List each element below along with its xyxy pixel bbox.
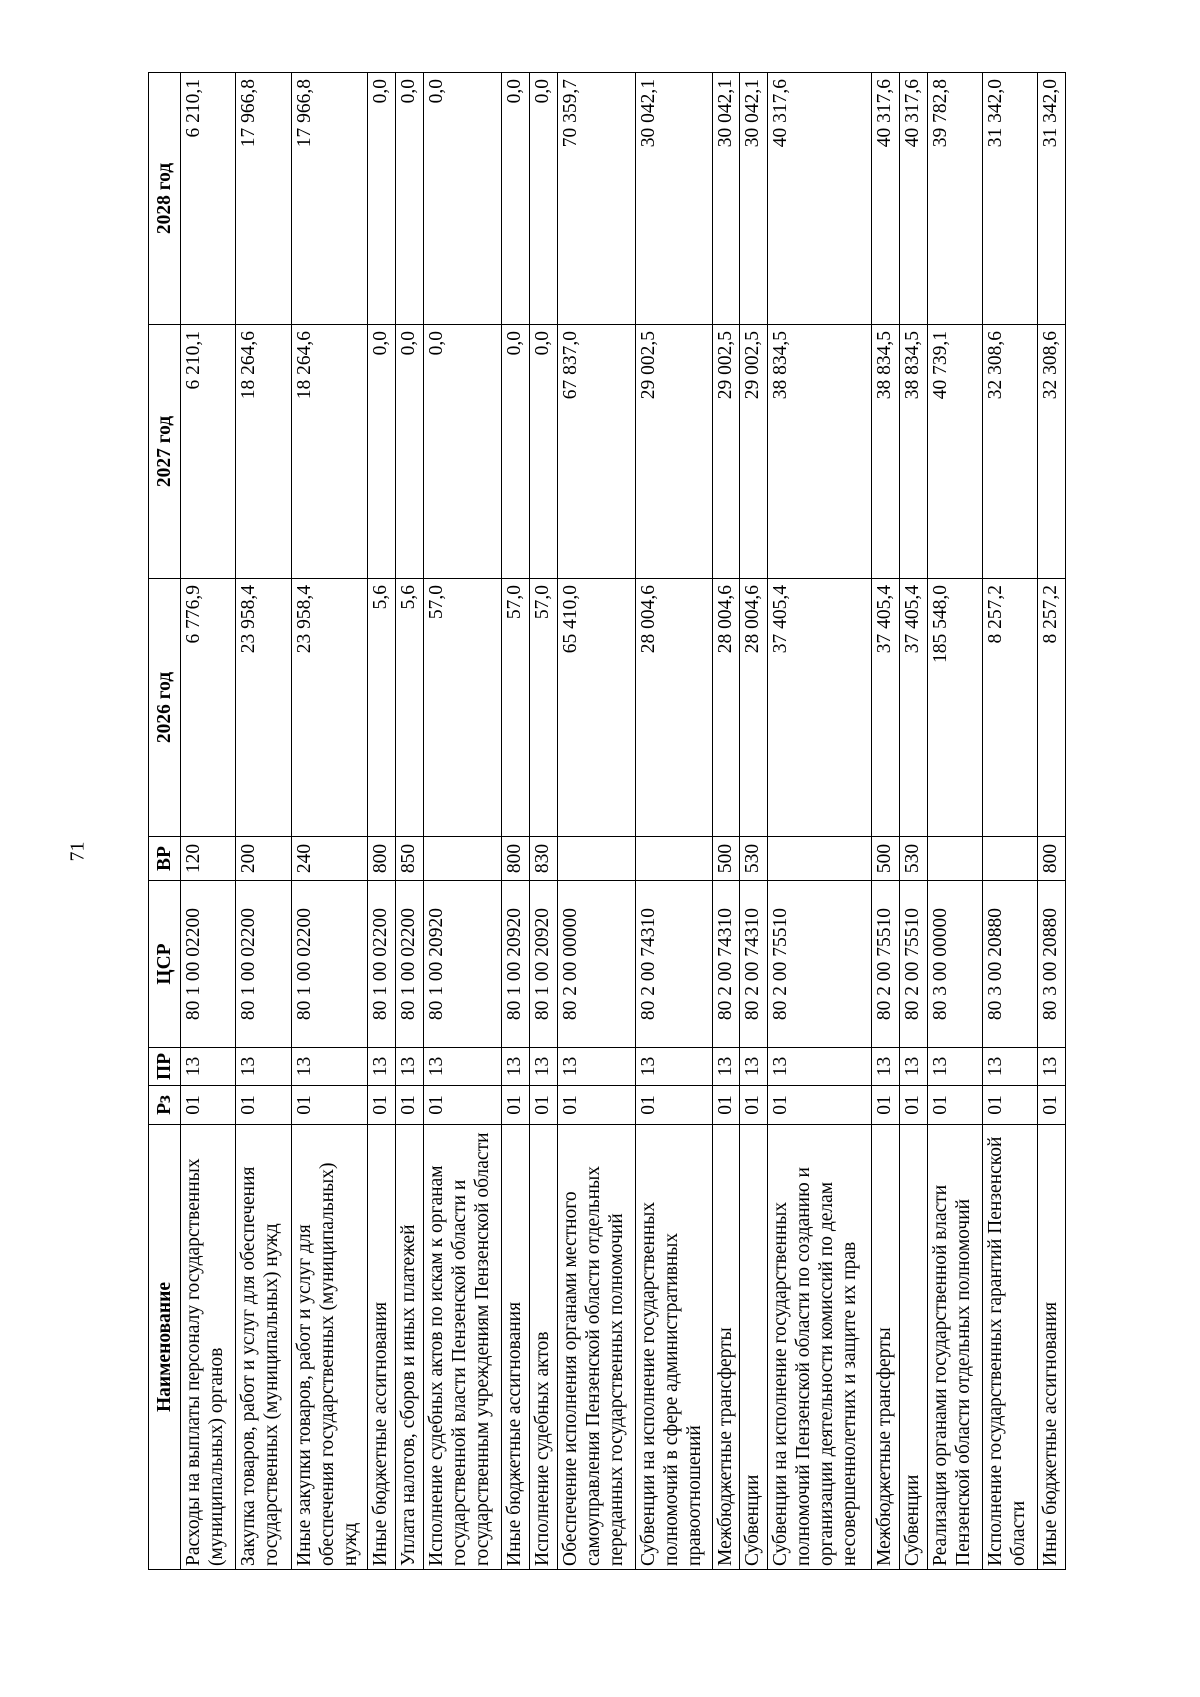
cell-2026: 5,6 [368, 579, 396, 837]
cell-rz: 01 [502, 1086, 530, 1125]
table-row [872, 73, 900, 1570]
cell-rz: 01 [740, 1086, 768, 1125]
cell-pr: 13 [900, 1048, 928, 1086]
cell-2026: 57,0 [529, 579, 557, 837]
table-row [1038, 73, 1066, 1570]
cell-rz: 01 [181, 1086, 236, 1125]
cell-rz: 01 [982, 1086, 1037, 1125]
cell-name: Иные бюджетные ассигнования [1038, 1125, 1066, 1570]
cell-rz: 01 [395, 1086, 423, 1125]
cell-vr: 500 [872, 837, 900, 881]
cell-2027: 18 264,6 [291, 325, 368, 579]
cell-csr: 80 3 00 00000 [927, 881, 982, 1048]
cell-name: Межбюджетные трансферты [712, 1125, 740, 1570]
cell-vr: 240 [291, 837, 368, 881]
cell-2027: 18 264,6 [236, 325, 291, 579]
cell-name: Расходы на выплаты персоналу государственных (муниципальных) органов [181, 1125, 236, 1570]
table-row [768, 73, 872, 1570]
cell-vr [768, 837, 872, 881]
cell-rz: 01 [712, 1086, 740, 1125]
cell-2028: 40 317,6 [872, 73, 900, 325]
cell-2026: 57,0 [423, 579, 502, 837]
cell-2028: 39 782,8 [927, 73, 982, 325]
table-row [423, 73, 502, 1570]
cell-vr: 800 [368, 837, 396, 881]
cell-rz: 01 [636, 1086, 713, 1125]
cell-2027: 29 002,5 [636, 325, 713, 579]
table-row [395, 73, 423, 1570]
cell-2026: 28 004,6 [740, 579, 768, 837]
cell-pr: 13 [740, 1048, 768, 1086]
cell-csr: 80 2 00 00000 [557, 881, 636, 1048]
cell-2027: 0,0 [368, 325, 396, 579]
cell-name: Закупка товаров, работ и услуг для обеспечения государственных (муниципальных) нужд [236, 1125, 291, 1570]
cell-2028: 6 210,1 [181, 73, 236, 325]
cell-csr: 80 2 00 75510 [900, 881, 928, 1048]
cell-2026: 37 405,4 [872, 579, 900, 837]
cell-2026: 65 410,0 [557, 579, 636, 837]
cell-2027: 32 308,6 [1038, 325, 1066, 579]
cell-vr [423, 837, 502, 881]
cell-rz: 01 [423, 1086, 502, 1125]
table-row [712, 73, 740, 1570]
cell-csr: 80 2 00 74310 [712, 881, 740, 1048]
cell-rz: 01 [557, 1086, 636, 1125]
cell-pr: 13 [768, 1048, 872, 1086]
cell-2026: 23 958,4 [236, 579, 291, 837]
cell-csr: 80 1 00 20920 [423, 881, 502, 1048]
cell-pr: 13 [927, 1048, 982, 1086]
cell-vr: 200 [236, 837, 291, 881]
cell-2028: 0,0 [502, 73, 530, 325]
cell-2027: 40 739,1 [927, 325, 982, 579]
cell-csr: 80 1 00 02200 [395, 881, 423, 1048]
cell-vr: 850 [395, 837, 423, 881]
table-row [502, 73, 530, 1570]
cell-csr: 80 3 00 20880 [1038, 881, 1066, 1048]
cell-pr: 13 [712, 1048, 740, 1086]
header-csr: ЦСР [149, 881, 181, 1048]
cell-2028: 40 317,6 [900, 73, 928, 325]
cell-name: Реализация органами государственной власти Пензенской области отдельных полномочий [927, 1125, 982, 1570]
cell-csr: 80 1 00 02200 [181, 881, 236, 1048]
cell-rz: 01 [529, 1086, 557, 1125]
cell-csr: 80 2 00 74310 [636, 881, 713, 1048]
cell-2028: 30 042,1 [712, 73, 740, 325]
header-vr: ВР [149, 837, 181, 881]
cell-2026: 57,0 [502, 579, 530, 837]
cell-name: Субвенции [740, 1125, 768, 1570]
cell-pr: 13 [1038, 1048, 1066, 1086]
cell-2026: 28 004,6 [636, 579, 713, 837]
cell-2027: 38 834,5 [872, 325, 900, 579]
cell-vr [982, 837, 1037, 881]
cell-2028: 0,0 [423, 73, 502, 325]
table-row [740, 73, 768, 1570]
cell-2027: 29 002,5 [712, 325, 740, 579]
cell-csr: 80 2 00 75510 [768, 881, 872, 1048]
cell-pr: 13 [982, 1048, 1037, 1086]
cell-vr [636, 837, 713, 881]
cell-pr: 13 [236, 1048, 291, 1086]
cell-2027: 29 002,5 [740, 325, 768, 579]
table-row [557, 73, 636, 1570]
cell-2028: 31 342,0 [1038, 73, 1066, 325]
cell-pr: 13 [557, 1048, 636, 1086]
cell-rz: 01 [768, 1086, 872, 1125]
cell-vr: 530 [740, 837, 768, 881]
cell-name: Межбюджетные трансферты [872, 1125, 900, 1570]
cell-rz: 01 [900, 1086, 928, 1125]
cell-2027: 38 834,5 [768, 325, 872, 579]
cell-rz: 01 [1038, 1086, 1066, 1125]
cell-rz: 01 [236, 1086, 291, 1125]
table-row [529, 73, 557, 1570]
cell-2027: 0,0 [395, 325, 423, 579]
header-2027: 2027 год [149, 325, 181, 579]
cell-vr [927, 837, 982, 881]
cell-2026: 8 257,2 [1038, 579, 1066, 837]
cell-rz: 01 [872, 1086, 900, 1125]
cell-2027: 67 837,0 [557, 325, 636, 579]
cell-2027: 0,0 [529, 325, 557, 579]
cell-2027: 0,0 [502, 325, 530, 579]
cell-name: Субвенции на исполнение государственных полномочий Пензенской области по созданию и организации деятельности комиссий по делам несовершеннолетних и защите их прав [768, 1125, 872, 1570]
header-pr: ПР [149, 1048, 181, 1086]
cell-2028: 17 966,8 [236, 73, 291, 325]
cell-2028: 70 359,7 [557, 73, 636, 325]
cell-2028: 40 317,6 [768, 73, 872, 325]
table-row [291, 73, 368, 1570]
table-row [982, 73, 1037, 1570]
cell-name: Исполнение судебных актов по искам к органам государственной власти Пензенской области и государственным учреждениям Пензенской области [423, 1125, 502, 1570]
cell-2026: 185 548,0 [927, 579, 982, 837]
budget-table [148, 72, 1066, 1570]
cell-name: Исполнение государственных гарантий Пензенской области [982, 1125, 1037, 1570]
cell-2026: 23 958,4 [291, 579, 368, 837]
cell-pr: 13 [529, 1048, 557, 1086]
header-rz: Рз [149, 1086, 181, 1125]
header-2026: 2026 год [149, 579, 181, 837]
cell-csr: 80 2 00 75510 [872, 881, 900, 1048]
cell-name: Обеспечение исполнения органами местного самоуправления Пензенской области отдельных переданных государственных полномочий [557, 1125, 636, 1570]
cell-vr: 500 [712, 837, 740, 881]
cell-vr: 530 [900, 837, 928, 881]
cell-2026: 28 004,6 [712, 579, 740, 837]
table-row [636, 73, 713, 1570]
cell-2027: 38 834,5 [900, 325, 928, 579]
cell-pr: 13 [368, 1048, 396, 1086]
cell-rz: 01 [368, 1086, 396, 1125]
cell-2026: 5,6 [395, 579, 423, 837]
cell-rz: 01 [291, 1086, 368, 1125]
cell-rz: 01 [927, 1086, 982, 1125]
cell-vr: 830 [529, 837, 557, 881]
cell-pr: 13 [423, 1048, 502, 1086]
cell-csr: 80 1 00 02200 [236, 881, 291, 1048]
cell-name: Иные бюджетные ассигнования [502, 1125, 530, 1570]
table-row [236, 73, 291, 1570]
table-header-row [149, 73, 181, 1570]
cell-name: Субвенции [900, 1125, 928, 1570]
cell-pr: 13 [181, 1048, 236, 1086]
cell-2028: 31 342,0 [982, 73, 1037, 325]
cell-vr: 800 [1038, 837, 1066, 881]
cell-pr: 13 [872, 1048, 900, 1086]
cell-2026: 37 405,4 [900, 579, 928, 837]
cell-2028: 17 966,8 [291, 73, 368, 325]
cell-name: Иные закупки товаров, работ и услуг для обеспечения государственных (муниципальных) нужд [291, 1125, 368, 1570]
table-row [181, 73, 236, 1570]
cell-csr: 80 3 00 20880 [982, 881, 1037, 1048]
cell-name: Уплата налогов, сборов и иных платежей [395, 1125, 423, 1570]
cell-2028: 30 042,1 [636, 73, 713, 325]
header-name: Наименование [149, 1125, 181, 1570]
cell-pr: 13 [395, 1048, 423, 1086]
cell-name: Субвенции на исполнение государственных полномочий в сфере административных правоотношений [636, 1125, 713, 1570]
rotated-table-container [148, 73, 1066, 1570]
cell-csr: 80 1 00 20920 [529, 881, 557, 1048]
cell-2028: 30 042,1 [740, 73, 768, 325]
table-row [927, 73, 982, 1570]
table-row [900, 73, 928, 1570]
cell-2026: 37 405,4 [768, 579, 872, 837]
cell-2028: 0,0 [368, 73, 396, 325]
cell-2026: 8 257,2 [982, 579, 1037, 837]
cell-name: Исполнение судебных актов [529, 1125, 557, 1570]
cell-name: Иные бюджетные ассигнования [368, 1125, 396, 1570]
cell-2028: 0,0 [529, 73, 557, 325]
cell-2027: 6 210,1 [181, 325, 236, 579]
table-row [368, 73, 396, 1570]
cell-pr: 13 [636, 1048, 713, 1086]
cell-pr: 13 [291, 1048, 368, 1086]
cell-pr: 13 [502, 1048, 530, 1086]
cell-csr: 80 1 00 02200 [291, 881, 368, 1048]
header-2028: 2028 год [149, 73, 181, 325]
cell-2028: 0,0 [395, 73, 423, 325]
cell-2026: 6 776,9 [181, 579, 236, 837]
cell-csr: 80 2 00 74310 [740, 881, 768, 1048]
table-body [181, 73, 1066, 1570]
cell-2027: 0,0 [423, 325, 502, 579]
cell-vr [557, 837, 636, 881]
page-number: 71 [66, 841, 89, 862]
cell-vr: 800 [502, 837, 530, 881]
cell-2027: 32 308,6 [982, 325, 1037, 579]
cell-vr: 120 [181, 837, 236, 881]
cell-csr: 80 1 00 20920 [502, 881, 530, 1048]
cell-csr: 80 1 00 02200 [368, 881, 396, 1048]
